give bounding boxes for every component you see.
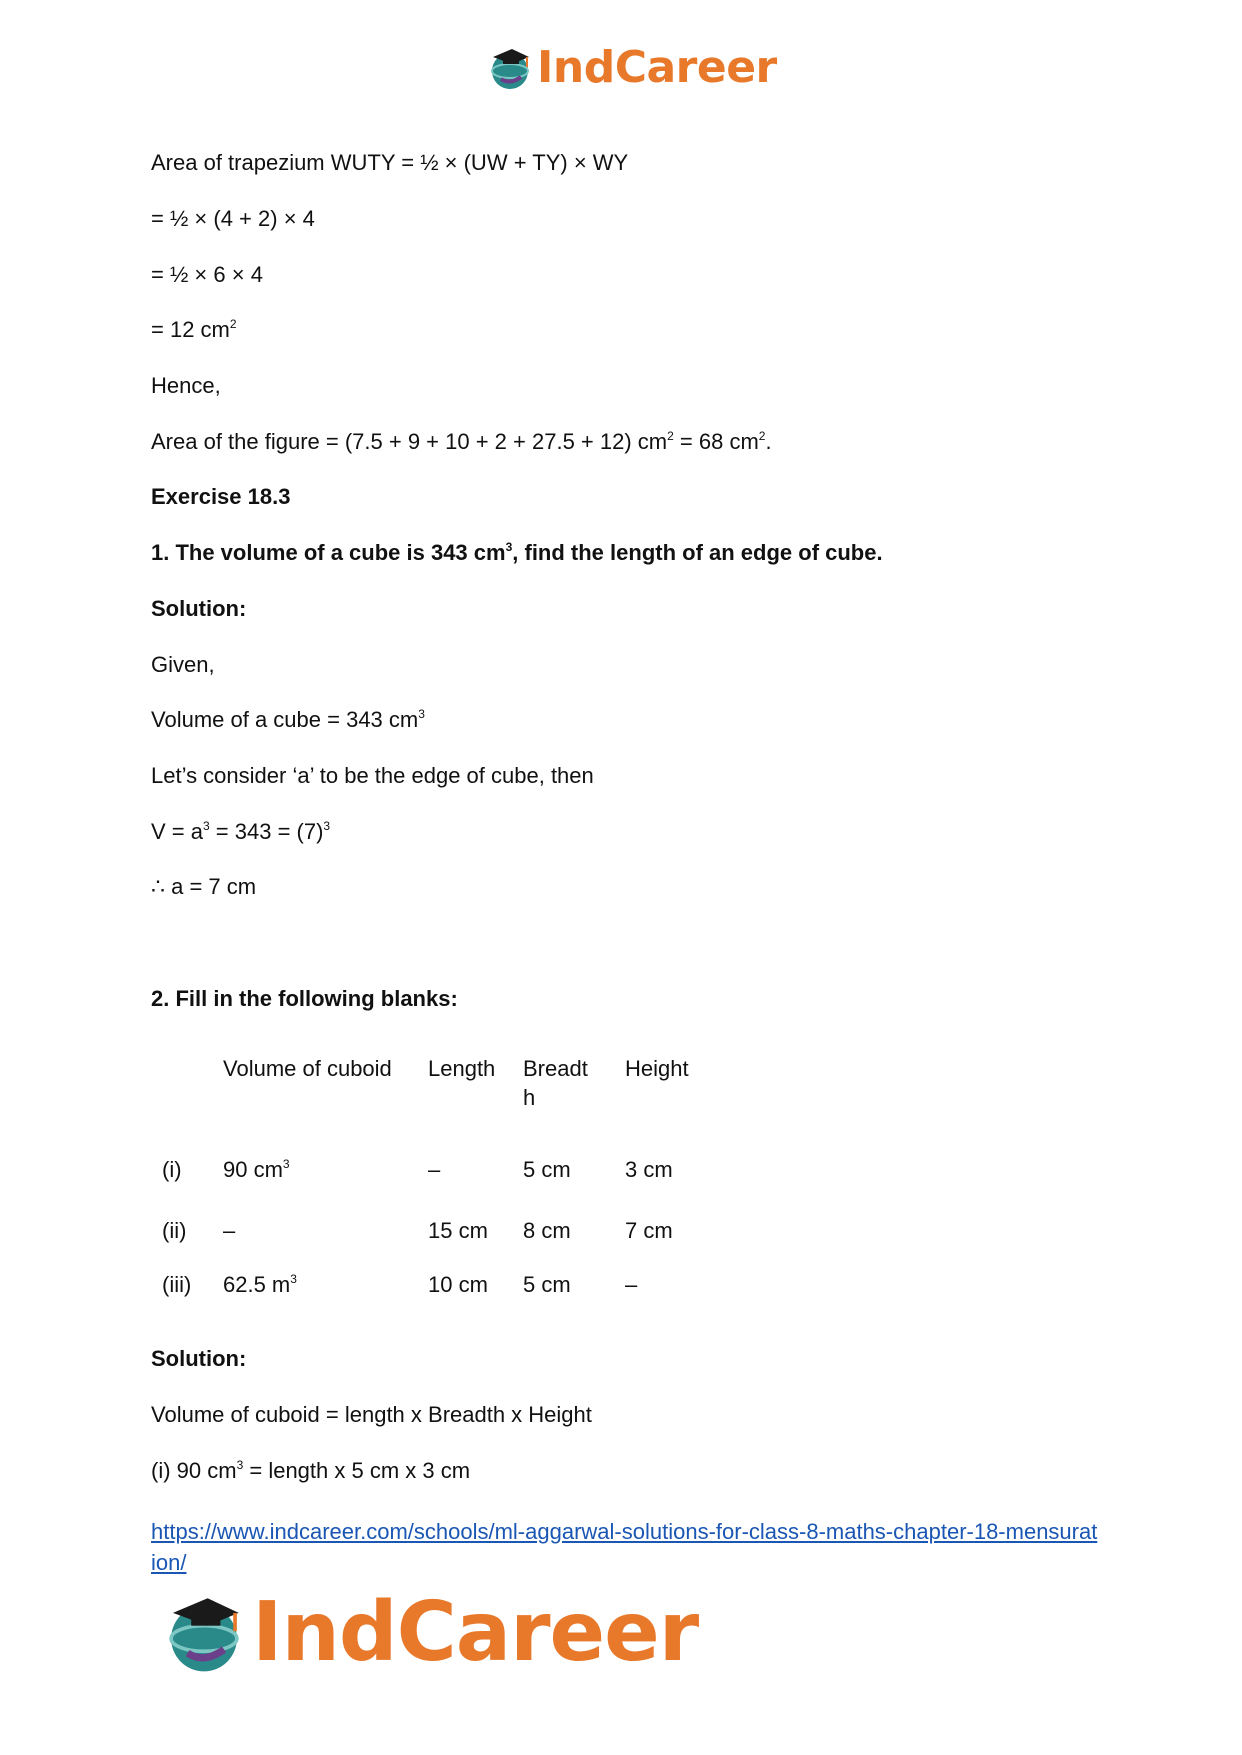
brand-name: IndCareer — [252, 1585, 699, 1680]
row-i-height: 3 cm — [625, 1157, 673, 1182]
row-iii-height: – — [625, 1272, 638, 1297]
header-volume: Volume of cuboid — [223, 1056, 392, 1081]
trapezium-area-line: Area of trapezium WUTY = ½ × (UW + TY) × WY — [151, 150, 629, 175]
exercise-heading: Exercise 18.3 — [151, 484, 291, 509]
header-breadth: Breadt — [523, 1056, 588, 1081]
row-iii-label: (iii) — [162, 1272, 192, 1297]
graduation-cap-globe-icon — [487, 45, 533, 91]
edge-consider-line: Let’s consider ‘a’ to be the edge of cube, then — [151, 763, 594, 788]
header-length: Length — [428, 1056, 496, 1081]
row-i-volume: 90 $cm^3$ — [223, 1157, 290, 1182]
solution-2-heading: Solution: — [151, 1346, 247, 1371]
figure-area-line: Area of the figure = (7.5 + 9 + 10 + 2 + 27.5 + 12) $cm^2 = 68$ $cm^2$. — [151, 429, 772, 454]
volume-equation: $V = a^3 = 343 = (7)^3$ — [151, 819, 331, 844]
given-line: Given, — [151, 652, 215, 677]
row-i-label: (i) — [162, 1157, 182, 1182]
calc-result: = 12 $cm^2$ — [151, 317, 237, 342]
row-i-length: – — [428, 1157, 441, 1182]
cuboid-formula: Volume of cuboid = length x Breadth x Height — [151, 1402, 592, 1427]
hence-line: Hence, — [151, 373, 221, 398]
calc-step-1: = ½ × (4 + 2) × 4 — [151, 206, 315, 231]
brand-name: IndCareer — [537, 42, 777, 93]
row-ii-volume: – — [223, 1218, 236, 1243]
calc-step-2: = ½ × 6 × 4 — [151, 262, 263, 287]
question-1: 1. The volume of a cube is 343 $cm^3$, find the length of an edge of cube. — [151, 540, 883, 565]
row-iii-breadth: 5 cm — [523, 1272, 571, 1297]
row-ii-height: 7 cm — [625, 1218, 673, 1243]
solution-1-heading: Solution: — [151, 596, 247, 621]
header-logo — [487, 42, 777, 93]
row-ii-breadth: 8 cm — [523, 1218, 571, 1243]
header-breadth-wrap: h — [523, 1085, 536, 1110]
row-i-breadth: 5 cm — [523, 1157, 571, 1182]
graduation-cap-globe-icon — [162, 1591, 246, 1675]
source-link[interactable]: https://www.indcareer.com/schools/ml-aggarwal-solutions-for-class-8-maths-chapter-18-mensuration/ — [151, 1519, 1098, 1575]
row-ii-length: 15 cm — [428, 1218, 488, 1243]
solution-step-i: (i) 90 $cm^3$ = length x 5 cm x 3 cm — [151, 1458, 471, 1483]
row-ii-label: (ii) — [162, 1218, 187, 1243]
header-height: Height — [625, 1056, 689, 1081]
row-iii-volume: 62.5 $m^3$ — [223, 1272, 297, 1297]
question-2: 2. Fill in the following blanks: — [151, 986, 458, 1011]
answer-line: ∴ a = 7 cm — [151, 874, 257, 899]
row-iii-length: 10 cm — [428, 1272, 488, 1297]
footer-logo — [162, 1585, 698, 1680]
cube-volume-line: Volume of a cube = 343 $cm^3$ — [151, 707, 425, 732]
